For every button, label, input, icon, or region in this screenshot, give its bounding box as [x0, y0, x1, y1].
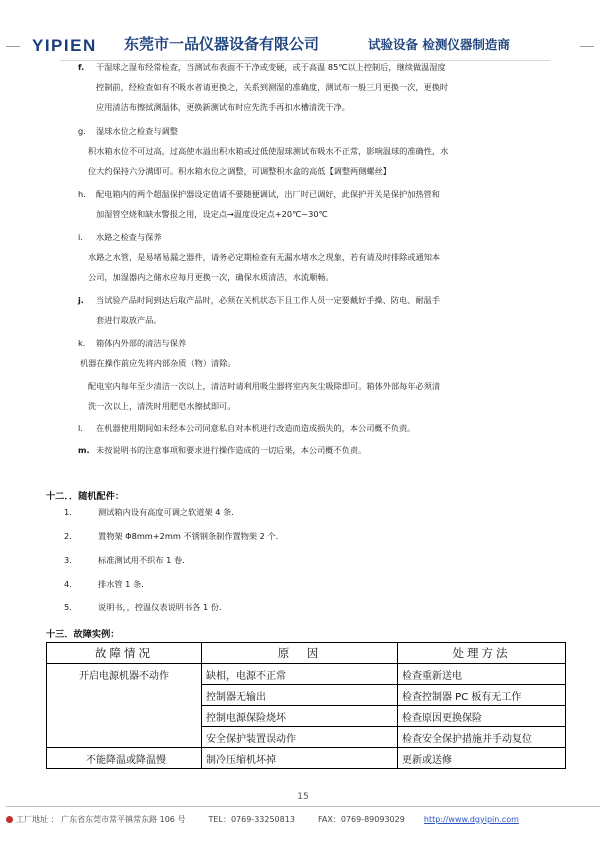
item-k-line: 洗一次以上，清洗时用肥皂水擦拭即可。 [88, 401, 236, 411]
header-divider [60, 60, 550, 61]
fault-cause: 制冷压缩机坏掉 [202, 748, 398, 769]
location-icon [6, 816, 13, 823]
footer-address: 工厂地址 ： 广东省东莞市常平镇常东路 106 号 [16, 815, 186, 824]
fault-fix: 检查重新送电 [398, 664, 566, 685]
fault-fix: 检查原因更换保险 [398, 706, 566, 727]
footer [6, 814, 519, 825]
section-12-title: 十二．．随机配件： [46, 491, 125, 502]
item-g-line: 位大约保持六分满即可。积水箱水位之调整，可调整积水盒的高低【调整两侧螺丝】 [88, 166, 391, 176]
item-h-line: 加湿管空烧和缺水警报之用，设定点→温度设定点+20℃~30℃ [96, 209, 328, 219]
item-l-line: 在机器使用期间如未经本公司同意私自对本机进行改造而造成损失的，本公司概不负责。 [96, 423, 416, 433]
item-f-marker: f. [78, 62, 85, 72]
fault-cause: 缺相，电源不正常 [202, 664, 398, 685]
page-number: 15 [297, 792, 309, 802]
item-i-line: 水路之水管，是易堵易漏之器件，请务必定期检查有无漏水堵水之现象，若有请及时排除或通知本 [88, 252, 441, 262]
item-k-marker: k. [78, 338, 86, 348]
item-m-marker: m. [78, 445, 90, 455]
footer-tel: TEL：0769-33250813 [208, 815, 295, 824]
item-f-line: 应用清洁布擦拭测温体，更换新测试布时应先洗手再扣水槽清洗干净。 [96, 102, 350, 112]
accessory-number: 4． [64, 579, 78, 589]
header-fault-situation: 故障情况 [47, 643, 202, 664]
item-k-line: 配电室内每年至少清洁一次以上，清洁时请利用吸尘器将室内灰尘吸除即可。箱体外部每年必须清 [88, 381, 441, 391]
fault-cause: 安全保护装置误动作 [202, 727, 398, 748]
item-j-line: 套进行取放产品。 [96, 315, 162, 325]
table-row [47, 664, 566, 685]
item-j-line: 当试验产品时间到达后取产品时，必须在关机状态下且工作人员一定要戴好手操、防电、耐温手 [96, 295, 440, 305]
section-13-title: 十三．故障实例： [46, 629, 120, 640]
item-g-line: 湿球水位之检查与调整 [96, 126, 178, 136]
fault-situation: 不能降温或降温慢 [47, 748, 202, 769]
company-logo: YIPIEN [32, 36, 97, 55]
footer-fax: FAX：0769-89093029 [318, 815, 405, 824]
fault-fix: 更新或送修 [398, 748, 566, 769]
item-f-line: 控制前，经检查如有不吸水者请更换之，关系到测湿的准确度，测试布一般三月更换一次，更换时 [96, 82, 449, 92]
footer-website-link[interactable]: http://www.dgyipin.com [423, 815, 519, 824]
footer-divider [6, 806, 600, 807]
table-row [47, 748, 566, 769]
fault-table [46, 642, 566, 769]
accessory-text: 测试箱内设有高度可调之软道架 4 条. [98, 507, 234, 517]
company-name: 东莞市一品仪器设备有限公司 [124, 35, 320, 53]
item-h-marker: h. [78, 189, 86, 199]
table-header-row [47, 643, 566, 664]
item-k-line: 箱体内外部的清洁与保养 [96, 338, 187, 348]
item-j-marker: j. [78, 295, 84, 305]
header-dash-right [580, 46, 594, 47]
item-i-line: 水路之检查与保养 [96, 232, 162, 242]
item-g-line: 积水箱水位不可过高，过高使水溢出积水箱或过低使湿球测试布吸水不正常，影响温球的准确性，水 [88, 146, 449, 156]
item-k-line: 机器在操作前应先将内部杂质（物）清除。 [80, 358, 236, 368]
accessory-text: 置物架 Φ8mm+2mm 不锈钢条制作置物架 2 个. [98, 531, 279, 541]
item-i-marker: i. [78, 232, 83, 242]
accessory-text: 排水管 1 条. [98, 579, 144, 589]
fault-fix: 检查安全保护措施并手动复位 [398, 727, 566, 748]
header-dash-left [6, 46, 20, 47]
header-fix: 处理方法 [398, 643, 566, 664]
item-l-marker: l. [78, 423, 83, 433]
accessory-number: 5． [64, 602, 78, 612]
accessory-number: 1． [64, 507, 78, 517]
item-h-line: 配电箱内的两个超温保护器设定值请不要随便调试，出厂时已调好，此保护开关是保护加热管和 [96, 189, 440, 199]
header-cause: 原 因 [202, 643, 398, 664]
fault-fix: 检查控制器 PC 板有无工作 [398, 685, 566, 706]
company-slogan: 试验设备 检测仪器制造商 [368, 37, 510, 52]
accessory-text: 标准测试用不织布 1 卷. [98, 555, 185, 565]
fault-cause: 控制电源保险烧坏 [202, 706, 398, 727]
item-i-line: 公司，加湿器内之储水应每月更换一次，确保水质清洁，水流顺畅。 [88, 272, 334, 282]
accessory-number: 3． [64, 555, 78, 565]
accessory-number: 2． [64, 531, 78, 541]
item-m-line: 未按说明书的注意事项和要求进行操作造成的一切后果，本公司概不负责。 [96, 445, 367, 455]
item-g-marker: g. [78, 126, 86, 136]
item-f-line: 干湿球之湿布经常检查，当测试布表面不干净或变硬，或于高温 85℃以上控制后，继续做温湿度 [96, 62, 446, 72]
accessory-text: 说明书，，控温仪表说明书各 1 份. [98, 602, 222, 612]
fault-cause: 控制器无输出 [202, 685, 398, 706]
fault-situation: 开启电源机器不动作 [47, 664, 202, 748]
